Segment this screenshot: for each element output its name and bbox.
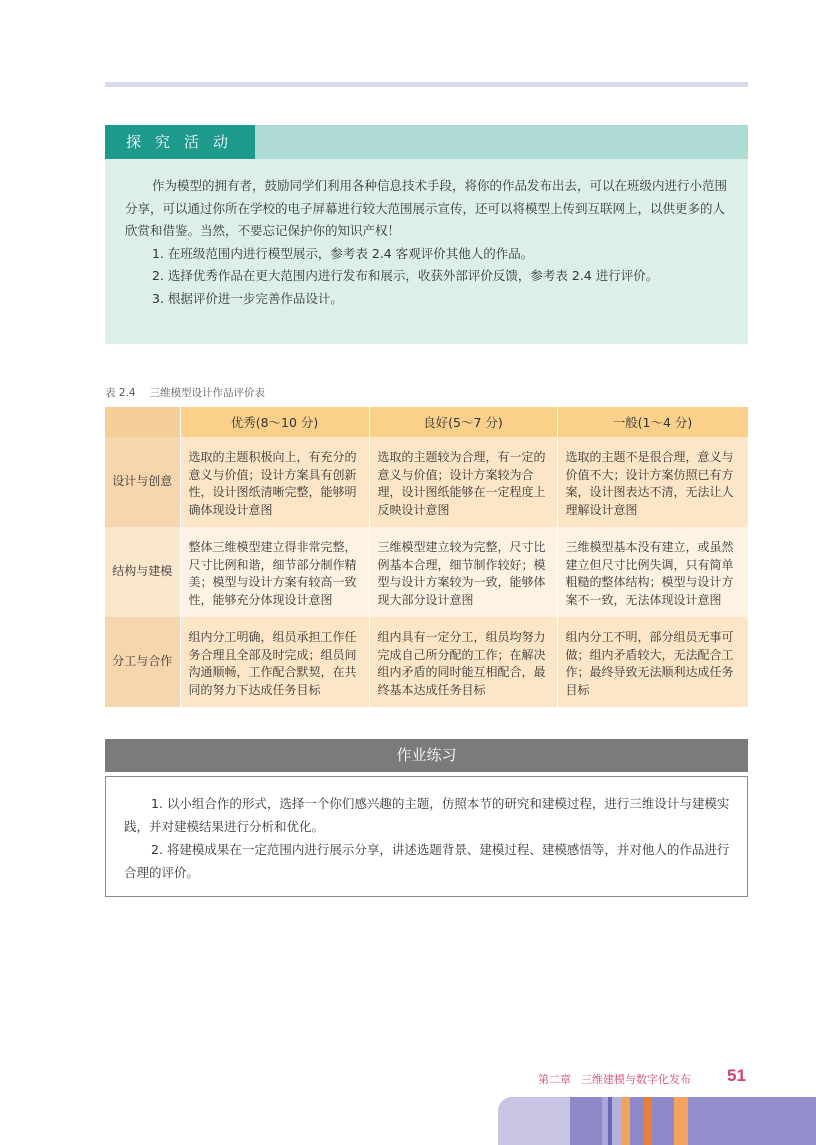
table-header-good: 良好(5～7 分)	[369, 407, 557, 437]
table-cell: 整体三维模型建立得非常完整，尺寸比例和谐，细节部分制作精美；模型与设计方案有较高一致性，能够充分体现设计意图	[180, 527, 369, 617]
table-header-row	[105, 407, 748, 437]
activity-item: 3. 根据评价进一步完善作品设计。	[152, 290, 343, 306]
footer-chapter-title: 三维建模与数字化发布	[581, 1073, 691, 1086]
top-divider	[105, 82, 748, 87]
stripe	[674, 1097, 688, 1145]
table-cell: 三维模型建立较为完整，尺寸比例基本合理，细节制作较好；模型与设计方案较为一致，能够体现大部分设计意图	[369, 527, 557, 617]
stripe	[570, 1097, 602, 1145]
homework-body	[124, 792, 734, 884]
table-row	[105, 527, 748, 617]
inquiry-activity-box	[105, 125, 748, 344]
table-cell: 选取的主题不是很合理，意义与价值不大；设计方案仿照已有方案，设计图表达不清，无法让人理解设计意图	[557, 437, 748, 527]
table-caption	[105, 385, 279, 400]
stripe	[688, 1097, 816, 1145]
activity-title: 探究活动	[105, 125, 255, 159]
row-label: 设计与创意	[105, 437, 180, 527]
stripe	[652, 1097, 674, 1145]
activity-header-bar	[105, 125, 748, 159]
table-cell: 组内分工明确，组员承担工作任务合理且全部及时完成；组员间沟通顺畅，工作配合默契，在共同的努力下达成任务目标	[180, 617, 369, 707]
stripe	[644, 1097, 652, 1145]
stripe	[630, 1097, 644, 1145]
activity-body	[125, 175, 735, 310]
activity-intro: 作为模型的拥有者，鼓励同学们利用各种信息技术手段，将你的作品发布出去，可以在班级内进行小范围分享，可以通过你所在学校的电子屏幕进行较大范围展示宣传，还可以将模型上传到互联网上，以供更多的人欣赏和借鉴。当然，不要忘记保护你的知识产权！	[125, 178, 728, 238]
table-caption-number: 表 2.4	[105, 387, 136, 399]
page-number: 51	[727, 1066, 746, 1085]
row-label: 结构与建模	[105, 527, 180, 617]
evaluation-table	[105, 407, 749, 707]
table-corner-cell	[105, 407, 180, 437]
homework-box	[105, 776, 748, 897]
table-cell: 三维模型基本没有建立，或虽然建立但尺寸比例失调，只有简单粗糙的整体结构；模型与设计方案不一致，无法体现设计意图	[557, 527, 748, 617]
homework-item: 2. 将建模成果在一定范围内进行展示分享，讲述选题背景、建模过程、建模感悟等，并对他人的作品进行合理的评价。	[124, 842, 730, 880]
homework-title: 作业练习	[105, 739, 748, 772]
footer-chapter	[538, 1071, 701, 1087]
table-header-excellent: 优秀(8～10 分)	[180, 407, 369, 437]
activity-item: 2. 选择优秀作品在更大范围内进行发布和展示，收获外部评价反馈，参考表 2.4 进行评价。	[152, 268, 659, 283]
stripe	[498, 1097, 570, 1145]
table-cell: 选取的主题较为合理，有一定的意义与价值；设计方案较为合理，设计图纸能够在一定程度上反映设计意图	[369, 437, 557, 527]
activity-item: 1. 在班级范围内进行模型展示，参考表 2.4 客观评价其他人的作品。	[152, 245, 534, 261]
table-caption-title: 三维模型设计作品评价表	[149, 387, 266, 399]
table-cell: 组内具有一定分工，组员均努力完成自己所分配的工作；在解决组内矛盾的同时能互相配合，最终基本达成任务目标	[369, 617, 557, 707]
stripe	[612, 1097, 622, 1145]
stripe	[622, 1097, 630, 1145]
table-row	[105, 437, 748, 527]
table-header-fair: 一般(1～4 分)	[557, 407, 748, 437]
row-label: 分工与合作	[105, 617, 180, 707]
footer-decorative-stripes	[498, 1097, 816, 1145]
footer-chapter-number: 第二章	[538, 1073, 571, 1086]
homework-item: 1. 以小组合作的形式，选择一个你们感兴趣的主题，仿照本节的研究和建模过程，进行三维设计与建模实践，并对建模结果进行分析和优化。	[124, 796, 730, 834]
table-cell: 选取的主题积极向上，有充分的意义与价值；设计方案具有创新性，设计图纸清晰完整，能够明确体现设计意图	[180, 437, 369, 527]
table-row	[105, 617, 748, 707]
table-cell: 组内分工不明，部分组员无事可做；组内矛盾较大，无法配合工作；最终导致无法顺利达成任务目标	[557, 617, 748, 707]
